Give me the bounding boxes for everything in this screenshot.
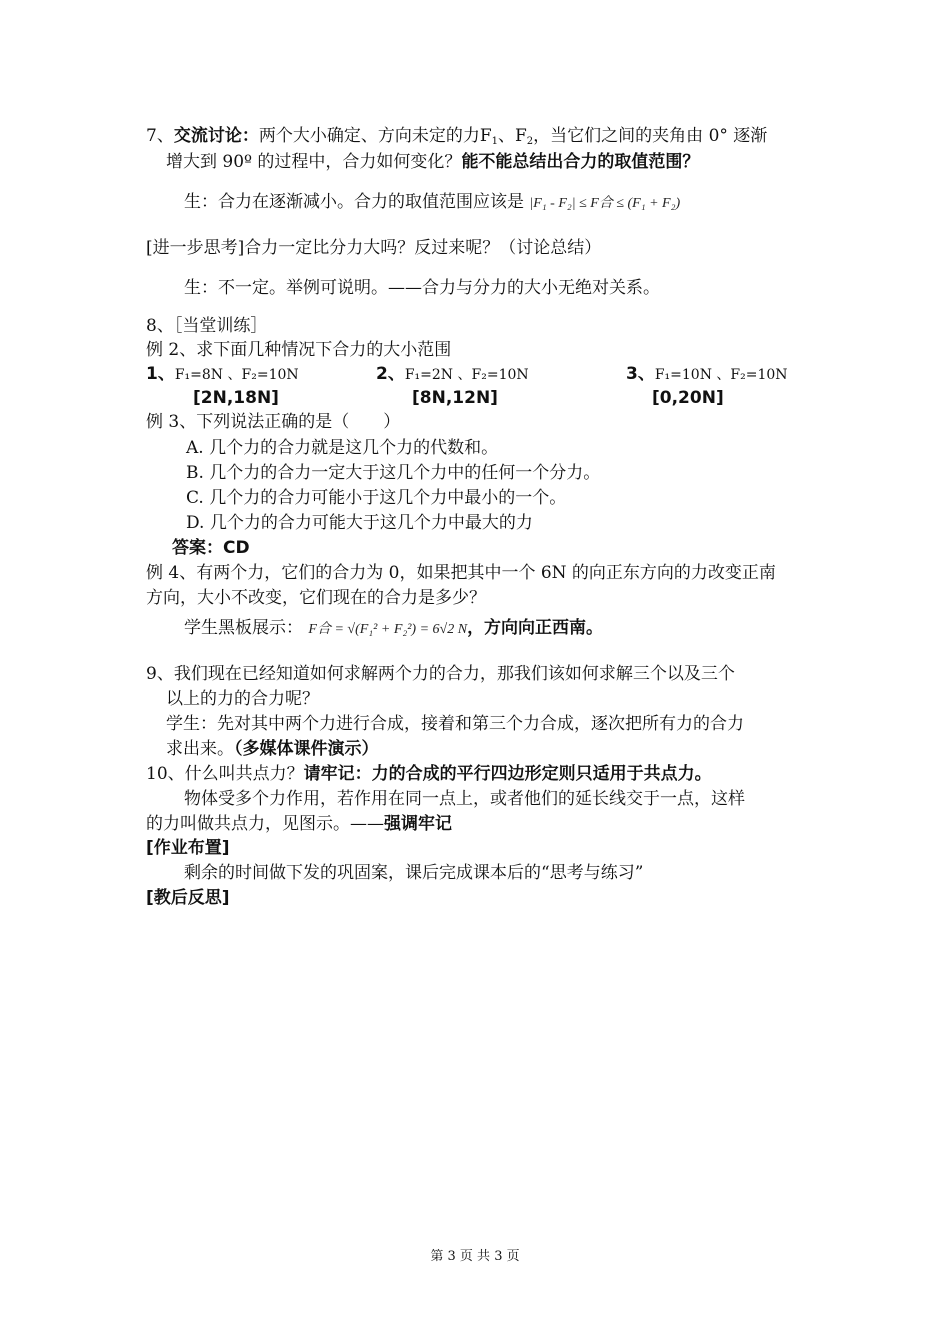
q8-title: 8、［当堂训练］	[146, 316, 268, 336]
q9-line2: 以上的力的合力呢？	[166, 689, 319, 709]
case-2-text: F₁=2N 、F₂=10N	[404, 367, 529, 383]
q7-text1: 两个大小确定、方向未定的力F	[258, 126, 492, 146]
q7-number: 7、	[146, 126, 174, 146]
example4-direction: ，方向向正西南。	[467, 618, 604, 638]
q10-line1	[146, 762, 712, 786]
case-1-answer: [2N,18N]	[193, 388, 279, 408]
q10-emphasis: 强调牢记	[384, 814, 452, 834]
homework-text: 剩余的时间做下发的巩固案，课后完成课本后的“思考与练习”	[184, 863, 644, 883]
q10-line2: 物体受多个力作用，若作用在同一点上，或者他们的延长线交于一点，这样	[184, 789, 745, 809]
example4-solution	[184, 616, 603, 642]
example4-formula: F合 = √(F₁² + F₂²) = 6√2 N	[308, 622, 468, 637]
q7-sub1: 1	[491, 136, 498, 147]
case-1	[146, 362, 299, 387]
example3-text: 例 3、下列说法正确的是（ ）	[146, 412, 401, 432]
q10-remember: 请牢记：力的合成的平行四边形定则只适用于共点力。	[303, 764, 712, 784]
example3-answer: 答案：CD	[172, 538, 250, 558]
q10-line3	[146, 812, 452, 836]
example2-text: 例 2、求下面几种情况下合力的大小范围	[146, 340, 452, 360]
q9-answer2-bold: （多媒体课件演示）	[234, 739, 379, 759]
q9-answer2-text: 求出来。	[166, 739, 234, 759]
case-2-answer: [8N,12N]	[412, 388, 498, 408]
q7-sub2: 2	[526, 136, 534, 147]
example4-show-label: 学生黑板展示：	[184, 618, 303, 638]
case-3	[626, 362, 788, 387]
option-d: D. 几个力的合力可能大于这几个力中最大的力	[186, 513, 533, 533]
homework-title: [作业布置]	[146, 838, 230, 858]
q7-line2-text: 增大到 90º 的过程中，合力如何变化？	[166, 152, 462, 172]
q7-answer-line	[184, 190, 680, 216]
q10-question: 10、什么叫共点力？	[146, 764, 304, 784]
q7-label: 交流讨论：	[173, 126, 259, 146]
case-3-number: 3、	[626, 364, 655, 384]
option-a: A. 几个力的合力就是这几个力的代数和。	[186, 438, 499, 458]
q7-text2: ，当它们之间的夹角由 0° 逐渐	[533, 126, 768, 146]
q7-line2-bold: 能不能总结出合力的取值范围？	[461, 152, 700, 172]
case-1-text: F₁=8N 、F₂=10N	[174, 367, 299, 383]
q7-line2	[166, 150, 699, 174]
q7-sep: 、F	[498, 126, 527, 146]
example4-line2: 方向，大小不改变，它们现在的合力是多少？	[146, 588, 486, 608]
reflection-title: [教后反思]	[146, 888, 230, 908]
q10-line3-text: 的力叫做共点力，见图示。——	[146, 814, 384, 834]
example4-line1: 例 4、有两个力，它们的合力为 0，如果把其中一个 6N 的向正东方向的力改变正南	[146, 563, 776, 583]
q7-formula: |F₁ - F₂| ≤ F合 ≤ (F₁ + F₂)	[529, 196, 681, 211]
option-b: B. 几个力的合力一定大于这几个力中的任何一个分力。	[186, 463, 601, 483]
case-2-number: 2、	[376, 364, 405, 384]
case-3-text: F₁=10N 、F₂=10N	[654, 367, 788, 383]
page-footer: 第 3 页 共 3 页	[430, 1249, 520, 1264]
further-question: [进一步思考]合力一定比分力大吗？反过来呢？（讨论总结）	[146, 238, 602, 258]
q9-answer1: 学生：先对其中两个力进行合成，接着和第三个力合成，逐次把所有力的合力	[166, 714, 744, 734]
q9-line1: 9、我们现在已经知道如何求解两个力的合力，那我们该如何求解三个以及三个	[146, 664, 735, 684]
case-1-number: 1、	[146, 364, 175, 384]
case-3-answer: [0,20N]	[652, 388, 724, 408]
q7-answer: 生：合力在逐渐减小。合力的取值范围应该是	[184, 192, 524, 212]
case-2	[376, 362, 529, 387]
q9-answer2	[166, 737, 379, 761]
option-c: C. 几个力的合力可能小于这几个力中最小的一个。	[186, 488, 567, 508]
further-answer: 生：不一定。举例可说明。——合力与分力的大小无绝对关系。	[184, 278, 660, 298]
